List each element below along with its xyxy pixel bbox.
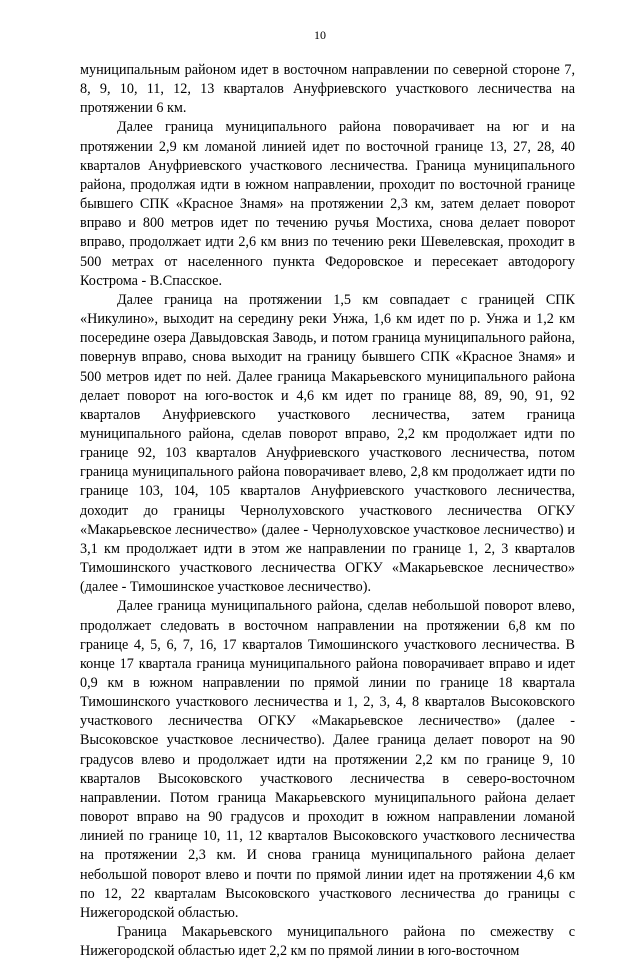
paragraph: Граница Макарьевского муниципального района по смежеству с Нижегородской областью идет 2,2 км по прямой линии в юго-восточном: [80, 924, 575, 960]
paragraph: Далее граница муниципального района, сделав небольшой поворот влево, продолжает следовать в восточном направлении на протяжении 6,8 км по границе 4, 5, 6, 7, 16, 17 кварталов Тимошинского участкового лесничества. В конце 17 квартала граница муниципального района поворачивает вправо и идет 0,9 км в южном направлении по прямой линии по границе 18 квартала Тимошинского участкового лесничества и 1, 2, 3, 4, 8 кварталов Высоковского участкового лесничества ОГКУ «Макарьевское лесничество» (далее - Высоковское участковое лесничество). Далее граница делает поворот на 90 градусов влево и продолжает идти на протяжении 2,2 км по границе 9, 10 кварталов Высоковского участкового лесничества в северо-восточном направлении. Потом граница Макарьевского муниципального района делает поворот вправо на 90 градусов и проходит в южном направлении ломаной линией по границе 10, 11, 12 кварталов Высоковского участкового лесничества на протяжении 2,3 км. И снова граница муниципального района делает небольшой поворот влево и почти по прямой линии идет на протяжении 4,6 км по 12, 22 кварталам Высоковского участкового лесничества до границы с Нижегородской областью.: [80, 598, 575, 921]
paragraph-continuation: муниципальным районом идет в восточном направлении по северной стороне 7, 8, 9, 10, 11, 12, 13 кварталов Ануфриевского участкового лесничества на протяжении 6 км.: [80, 62, 575, 117]
page-number: 10: [314, 28, 326, 42]
document-body: [80, 61, 575, 961]
paragraph: Далее граница на протяжении 1,5 км совпадает с границей СПК «Никулино», выходит на середину реки Унжа, 1,6 км идет по р. Унжа и 1,2 км посередине озера Давыдовская Заводь, и потом граница муниципального района, повернув вправо, снова выходит на границу бывшего СПК «Красное Знамя» и 500 метров идет по ней. Далее граница Макарьевского муниципального района делает поворот на юго-восток и 4,6 км идет по границе 88, 89, 90, 91, 92 кварталов Ануфриевского участкового лесничества, затем граница муниципального района, сделав поворот вправо, 2,2 км продолжает идти по границе 92, 103 кварталов Ануфриевского участкового лесничества, потом граница муниципального района поворачивает влево, 2,8 км продолжает идти по границе 103, 104, 105 кварталов Ануфриевского участкового лесничества, доходит до границы Чернолуховского участкового лесничества ОГКУ «Макарьевское лесничество» (далее - Чернолуховское участковое лесничество) и 3,1 км продолжает идти в этом же направлении по границе 1, 2, 3 кварталов Тимошинского участкового лесничества ОГКУ «Макарьевское лесничество» (далее - Тимошинское участковое лесничество).: [80, 291, 575, 596]
paragraph: Далее граница муниципального района поворачивает на юг и на протяжении 2,9 км ломаной линией идет по восточной границе 13, 27, 28, 40 кварталов Ануфриевского участкового лесничества. Граница муниципального района, продолжая идти в южном направлении, проходит по восточной границе бывшего СПК «Красное Знамя» на протяжении 2,3 км, затем делает поворот вправо и 800 метров идет по течению ручья Мостиха, снова делает поворот вправо, продолжает идти 2,6 км вниз по течению реки Шевелевская, проходит в 500 метрах от населенного пункта Федоровское и пересекает автодорогу Кострома - В.Спасское.: [80, 119, 575, 289]
